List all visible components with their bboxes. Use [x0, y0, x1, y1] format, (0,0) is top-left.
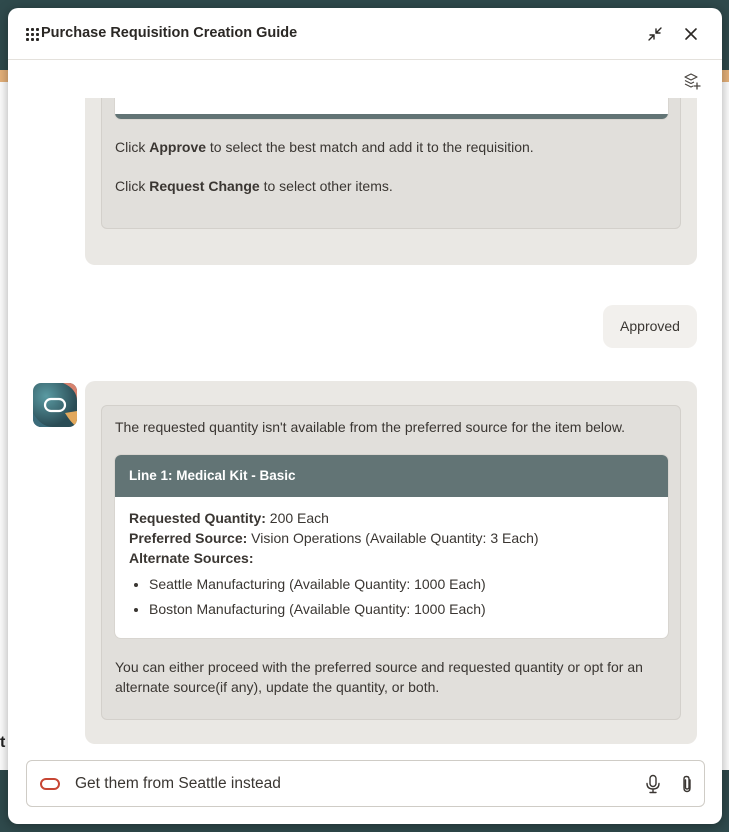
user-message-bubble: Approved: [603, 305, 697, 348]
requested-quantity: Requested Quantity: 200 Each: [129, 510, 329, 526]
bot-message: [85, 381, 697, 744]
previous-message-card: [101, 98, 681, 229]
dialog-title: Purchase Requisition Creation Guide: [41, 25, 298, 41]
alternate-source-item: • Seattle Manufacturing (Available Quantity: 1000 Each): [149, 574, 649, 594]
approve-instruction: Click Approve to select the best match and add it to the requisition.: [115, 139, 534, 155]
alternate-source-item: • Boston Manufacturing (Available Quantity: 1000 Each): [149, 599, 649, 619]
line-item-title: Line 1: Medical Kit - Basic: [115, 455, 668, 497]
microphone-icon[interactable]: [644, 774, 662, 794]
paperclip-icon[interactable]: [679, 774, 695, 794]
close-icon[interactable]: [682, 25, 700, 43]
message-input-bar: [26, 760, 705, 807]
preferred-source: Preferred Source: Vision Operations (Available Quantity: 3 Each): [129, 530, 539, 546]
background-partial-text: t: [0, 734, 6, 751]
bot-message-card: [101, 405, 681, 720]
alternate-sources-label: Alternate Sources:: [129, 550, 254, 566]
availability-intro: The requested quantity isn't available from the preferred source for the item below.: [115, 419, 626, 435]
request-change-instruction: Click Request Change to select other items.: [115, 178, 393, 194]
bot-avatar: [33, 383, 77, 427]
options-text-line1: You can either proceed with the preferred source and requested quantity or opt for an: [115, 659, 643, 675]
grip-icon[interactable]: [26, 28, 39, 41]
previous-line-card: [115, 98, 668, 119]
chat-transcript[interactable]: [8, 98, 722, 744]
message-input[interactable]: [75, 761, 635, 806]
alternate-sources-list: [129, 574, 649, 624]
previous-bot-message: [85, 98, 697, 265]
oracle-logo-icon: [40, 778, 60, 790]
layers-add-icon[interactable]: [683, 72, 701, 90]
guide-dialog: [8, 8, 722, 824]
dialog-header: [8, 8, 722, 60]
options-text-line2: alternate source(if any), update the quantity, or both.: [115, 679, 440, 695]
collapse-icon[interactable]: [646, 25, 664, 43]
line-item-card: [115, 455, 668, 638]
